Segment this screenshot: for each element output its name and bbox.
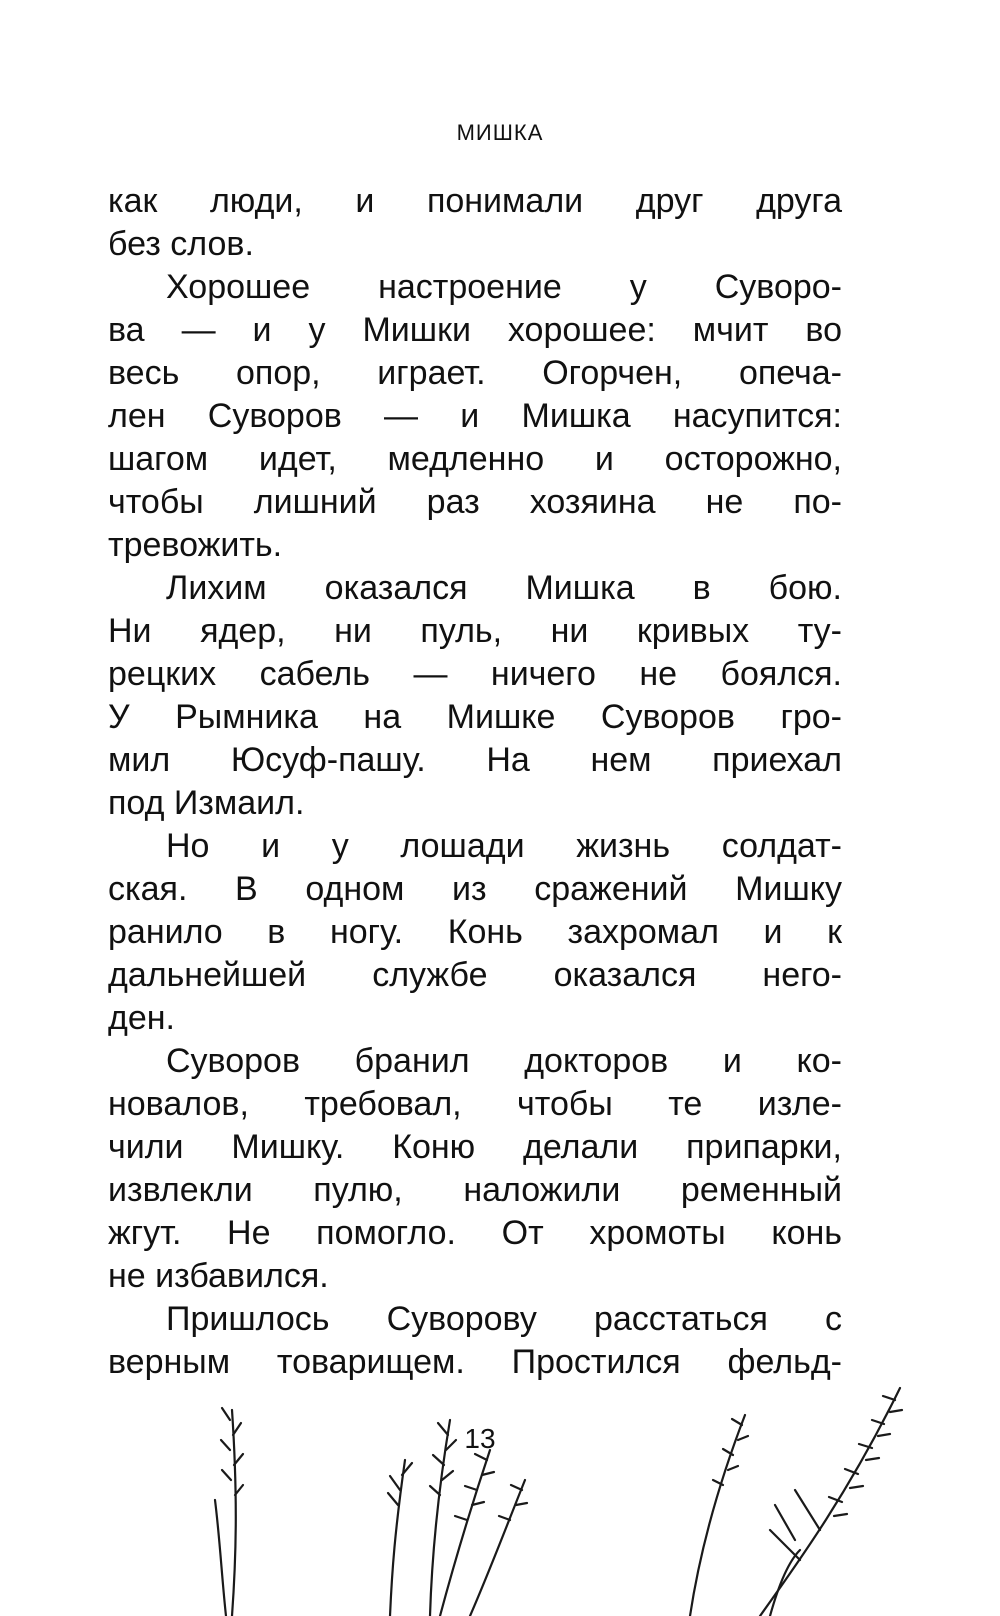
text-line: без слов. [108,225,254,263]
text-line: Хорошее настроение у Суворо- [166,268,842,306]
text-line: лен Суворов — и Мишка насупится: [108,397,842,435]
text-line: У Рымника на Мишке Суворов гро- [108,698,842,736]
text-line: ранило в ногу. Конь захромал и к [108,913,842,951]
page-number: 13 [464,1423,496,1454]
text-line: Но и у лошади жизнь солдат- [166,827,842,865]
text-line: Лихим оказался Мишка в бою. [166,569,842,607]
text-line: шагом идет, медленно и осторожно, [108,440,842,478]
text-line: верным товарищем. Простился фельд- [108,1343,842,1381]
text-line: тревожить. [108,526,283,564]
text-line: ва — и у Мишки хорошее: мчит во [108,311,842,349]
text-line: весь опор, играет. Огорчен, опеча- [108,354,842,392]
text-line: новалов, требовал, чтобы те изле- [108,1085,842,1123]
text-line: Суворов бранил докторов и ко- [166,1042,842,1080]
text-line: Пришлось Суворову расстаться с [166,1300,842,1338]
text-line: мил Юсуф-пашу. На нем приехал [108,741,842,779]
running-title: МИШКА [456,120,544,145]
text-line: извлекли пулю, наложили ременный [108,1171,842,1209]
text-line: жгут. Не помогло. От хромоты конь [108,1214,842,1252]
text-line: чтобы лишний раз хозяина не по- [108,483,842,521]
text-line: не избавился. [108,1257,329,1295]
text-line: под Измаил. [108,784,305,822]
text-line: рецких сабель — ничего не боялся. [108,655,842,693]
text-line: ден. [108,999,175,1037]
text-line: Ни ядер, ни пуль, ни кривых ту- [108,612,842,650]
text-line: дальнейшей службе оказался него- [108,956,842,994]
text-line: чили Мишку. Коню делали припарки, [108,1128,842,1166]
body-text [108,180,842,1384]
text-line: ская. В одном из сражений Мишку [108,870,842,908]
text-line: как люди, и понимали друг друга [108,182,842,220]
grass-sketch-icon [0,1380,1000,1616]
